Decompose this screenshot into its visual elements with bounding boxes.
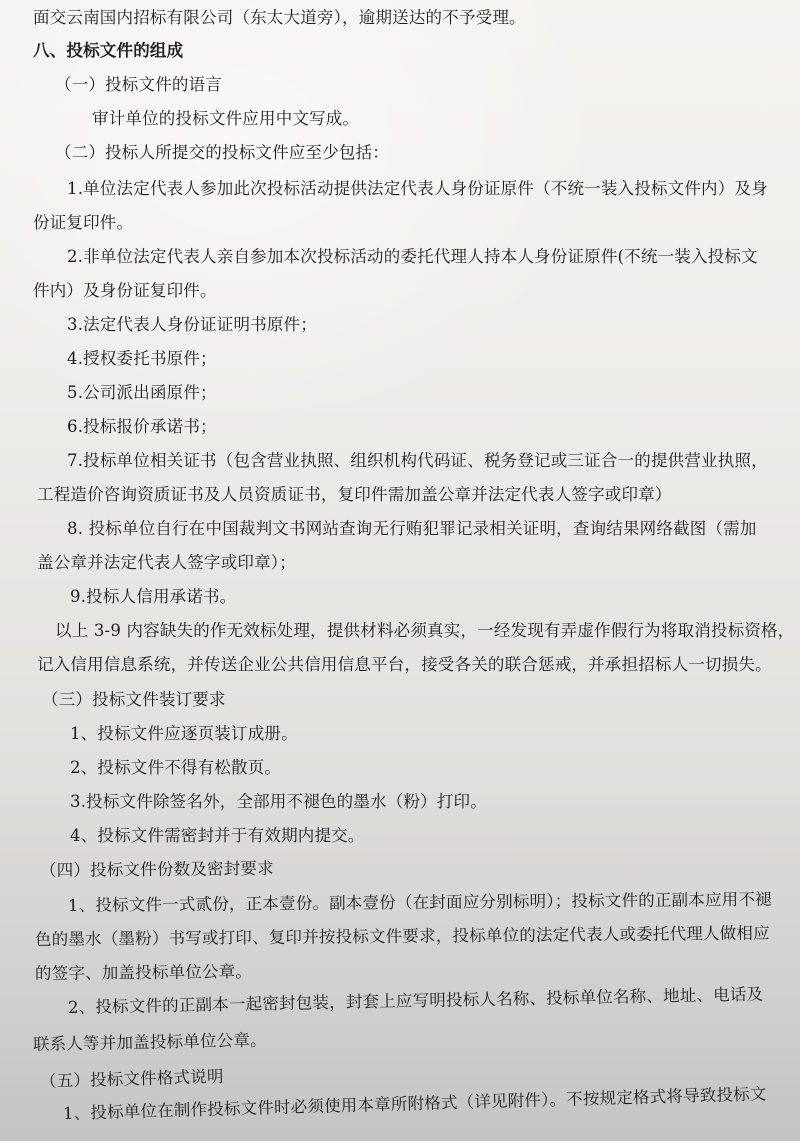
list-item-1-line2: 份证复印件。 [33,213,134,232]
binding-item-3: 3.投标文件除签名外，全部用不褪色的墨水（粉）打印。 [70,792,487,811]
subsection-heading-4: （四）投标文件份数及密封要求 [39,858,274,880]
list-item-4: 4.授权委托书原件； [67,349,217,368]
copies-item-1-line2: 色的墨水（墨粉）书写或打印、复印并按投标文件要求，投标单位的法定代表人或委托代理人做相应 [34,923,770,949]
section-heading: 八、投标文件的组成 [33,41,184,60]
list-item-6: 6.投标报价承诺书； [67,417,217,436]
list-item-7-line1: 7.投标单位相关证书（包含营业执照、组织机构代码证、税务登记或三证合一的提供营业执照， [67,451,768,470]
binding-item-1: 1、投标文件应逐页装订成册。 [70,724,298,743]
copies-item-2-line1: 2、投标文件的正副本一起密封包装，封套上应写明投标人名称、投标单位名称、地址、电话及 [67,984,764,1017]
note-line-2: 记入信用信息系统，并传送企业公共信用信息平台，接受各关的联合惩戒，并承担招标人一切损失。 [37,655,772,674]
continuation-line: 面交云南国内招标有限公司（东太大道旁），逾期送达的不予受理。 [33,8,526,27]
subsection-heading-1: （一）投标文件的语言 [55,75,222,94]
list-item-1-line1: 1.单位法定代表人参加此次投标活动提供法定代表人身份证原件（不统一装入投标文件内）及身 [67,179,768,198]
binding-item-2: 2、投标文件不得有松散页。 [70,758,282,777]
subsection-heading-5: （五）投标文件格式说明 [39,1066,224,1091]
format-item-1-line1: 1、投标单位在制作投标文件时必须使用本章所附格式（详见附件）。不按规定格式将导致投标文 [62,1084,767,1123]
subsection-heading-3: （三）投标文件装订要求 [42,690,226,709]
binding-item-4: 4、投标文件需密封并于有效期内提交。 [70,826,365,845]
subsection-heading-2: （二）投标人所提交的投标文件应至少包括： [55,143,389,162]
copies-item-1-line3: 的签字、加盖投标单位公章。 [34,962,253,983]
list-item-8-line1: 8. 投标单位自行在中国裁判文书网站查询无行贿犯罪记录相关证明，查询结果网络截图（需加 [67,519,757,538]
copies-item-2-line2: 联系人等并加盖投标单位公章。 [32,1030,267,1054]
subsection-1-text: 审计单位的投标文件应用中文写成。 [92,109,360,128]
list-item-5: 5.公司派出函原件； [67,383,217,402]
copies-item-1-line1: 1、投标文件一式贰份，正本壹份。副本壹份（在封面应分别标明）；投标文件的正副本应用不褪 [67,889,772,915]
list-item-2-line2: 件内）及身份证复印件。 [33,281,217,300]
list-item-3: 3.法定代表人身份证证明书原件； [67,315,317,334]
list-item-9: 9.投标人信用承诺书。 [70,587,237,606]
list-item-8-line2: 盖公章并法定代表人签字或印章）； [37,553,296,572]
list-item-2-line1: 2.非单位法定代表人亲自参加本次投标活动的委托代理人持本人身份证原件(不统一装入投标文 [67,247,758,266]
list-item-7-line2: 工程造价咨询资质证书及人员资质证书，复印件需加盖公章并法定代表人签字或印章） [37,485,672,504]
note-line-1: 以上 3-9 内容缺失的作无效标处理，提供材料必须真实，一经发现有弄虚作假行为将取消投标资格， [55,621,795,640]
